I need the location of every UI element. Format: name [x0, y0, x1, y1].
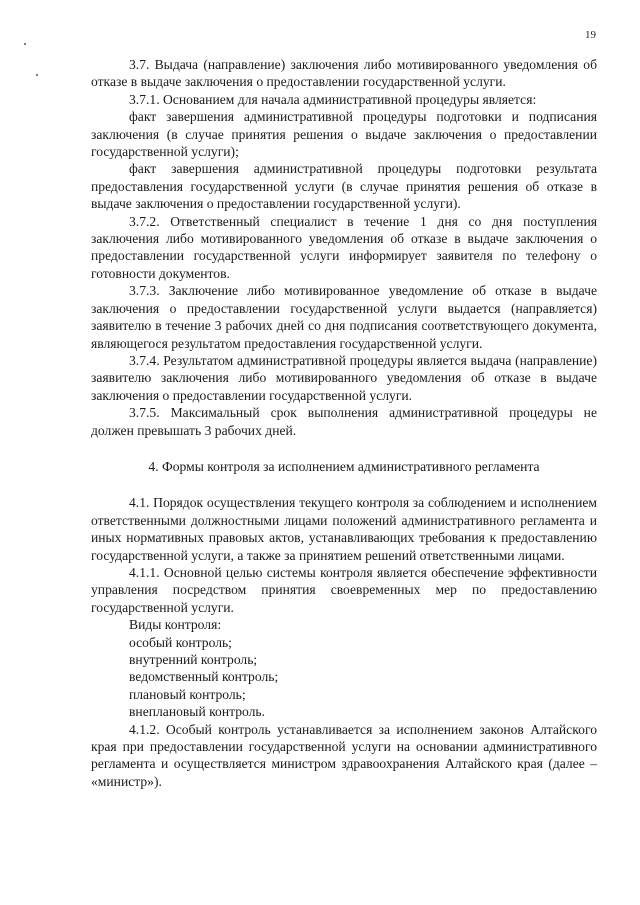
paragraph: 3.7.5. Максимальный срок выполнения административной процедуры не должен превышать 3 рабочих дней. — [91, 405, 597, 438]
page-number: 19 — [585, 29, 596, 41]
paragraph: 4.1.2. Особый контроль устанавливается за исполнением законов Алтайского края при предоставлении государственной услуги на основании административного регламента и осуществляется министром здравоохранения Алтайского края (далее – «министр»). — [91, 721, 597, 789]
paragraph: 3.7.3. Заключение либо мотивированное уведомление об отказе в выдаче заключения о предоставлении государственной услуги выдается (направляется) заявителю в течение 3 рабочих дней со дня подписания соответствующего документа, являющегося результатом предоставления государственной услуги. — [91, 283, 597, 351]
paragraph: 4.1.1. Основной целью системы контроля является обеспечение эффективности управления посредством принятия своевременных мер по предоставлению государственной услуги. — [91, 564, 597, 615]
paragraph: 3.7. Выдача (направление) заключения либо мотивированного уведомления об отказе в выдаче заключения о предоставлении государственной услуги. — [91, 57, 597, 90]
scan-speck — [24, 43, 26, 45]
paragraph: 3.7.2. Ответственный специалист в течение 1 дня со дня поступления заключения либо мотивированного уведомления об отказе в выдаче заключения о предоставлении государственной услуги информирует заявителя по телефону о готовности документов. — [91, 213, 597, 281]
scan-speck — [36, 74, 38, 76]
list-item: плановый контроль; — [129, 686, 246, 702]
list-item: внутренний контроль; — [129, 652, 258, 667]
paragraph: факт завершения административной процедуры подготовки и подписания заключения (в случае принятия решения о выдаче заключения о предоставлении государственной услуги); — [91, 109, 597, 160]
control-types-intro: Виды контроля: — [129, 617, 222, 633]
document-body — [91, 56, 597, 790]
paragraph: факт завершения административной процедуры подготовки результата предоставления государственной услуги (в случае принятия решения об отказе в выдаче заключения о предоставлении государственной услуги). — [91, 161, 597, 212]
list-item: внеплановый контроль. — [129, 704, 266, 720]
list-item: особый контроль; — [129, 634, 232, 650]
paragraph: 4.1. Порядок осуществления текущего контроля за соблюдением и исполнением ответственными должностными лицами положений административного регламента и иных нормативных правовых актов, устанавливающих требования к предоставлению государственной услуги, а также за принятием решений ответственными лицами. — [91, 495, 597, 563]
paragraph: 3.7.4. Результатом административной процедуры является выдача (направление) заявителю заключения либо мотивированного уведомления об отказе в выдаче заключения о предоставлении государственной услуги. — [91, 352, 597, 403]
paragraph: 3.7.1. Основанием для начала административной процедуры является: — [129, 91, 537, 107]
section-heading: 4. Формы контроля за исполнением административного регламента — [148, 458, 540, 474]
list-item: ведомственный контроль; — [129, 669, 279, 685]
